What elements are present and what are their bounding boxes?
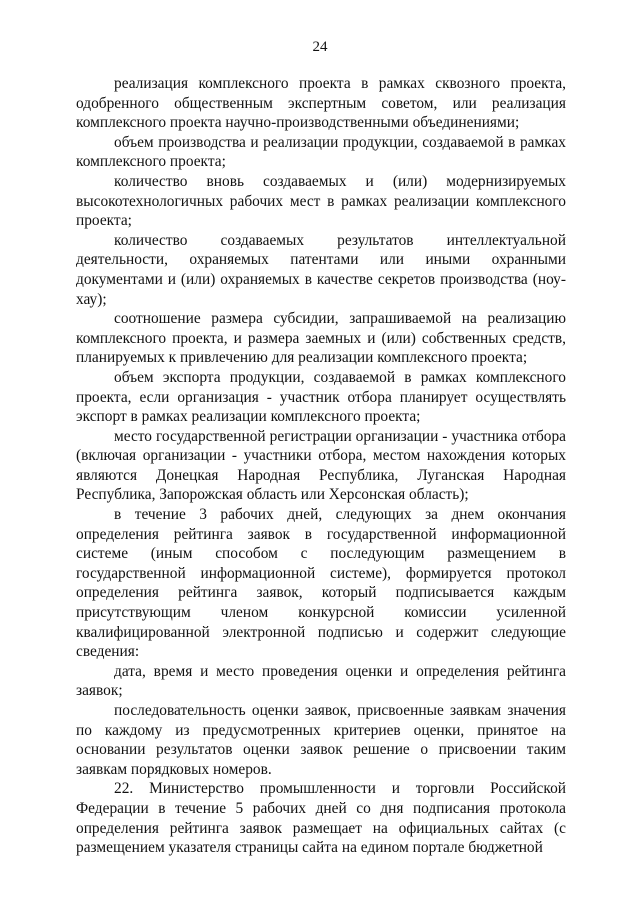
page-number: 24	[312, 39, 328, 55]
paragraph: последовательность оценки заявок, присвоенные заявкам значения по каждому из предусмотренных критериев оценки, принятое на основании результатов оценки заявок решение о присвоении таким заявкам порядковых номеров.	[76, 702, 566, 778]
paragraph: объем экспорта продукции, создаваемой в рамках комплексного проекта, если организация - участник отбора планирует осуществлять экспорт в рамках реализации комплексного проекта;	[76, 368, 566, 426]
paragraph: дата, время и место проведения оценки и определения рейтинга заявок;	[76, 662, 566, 700]
paragraph: количество вновь создаваемых и (или) модернизируемых высокотехнологичных рабочих мест в рамках реализации комплексного проекта;	[76, 172, 566, 230]
paragraph: реализация комплексного проекта в рамках сквозного проекта, одобренного общественным экспертным советом, или реализация комплексного проекта научно-производственными объединениями;	[76, 75, 566, 132]
document-body	[76, 74, 566, 858]
paragraph: количество создаваемых результатов интеллектуальной деятельности, охраняемых патентами или иными охранными документами и (или) охраняемых в качестве секретов производства (ноу-хау);	[76, 231, 566, 308]
paragraph: объем производства и реализации продукции, создаваемой в рамках комплексного проекта;	[76, 133, 566, 171]
paragraph: соотношение размера субсидии, запрашиваемой на реализацию комплексного проекта, и размера заемных и (или) собственных средств, планируемых к привлечению для реализации комплексного проекта;	[76, 310, 566, 367]
paragraph: в течение 3 рабочих дней, следующих за днем окончания определения рейтинга заявок в государственной информационной системе (иным способом с последующим размещением в государственной информационной системе), формируется протокол определения рейтинга заявок, который подписывается каждым присутствующим членом конкурсной комиссии усиленной квалифицированной электронной подписью и содержит следующие сведения:	[76, 506, 566, 661]
paragraph: место государственной регистрации организации - участника отбора (включая организации - участники отбора, местом нахождения которых являются Донецкая Народная Республика, Луганская Народная Республика, Запорожская область или Херсонская область);	[76, 427, 566, 504]
paragraph: 22. Министерство промышленности и торговли Российской Федерации в течение 5 рабочих дней со дня подписания протокола определения рейтинга заявок размещает на официальных сайтах (с размещением указателя страницы сайта на едином портале бюджетной	[76, 780, 566, 857]
